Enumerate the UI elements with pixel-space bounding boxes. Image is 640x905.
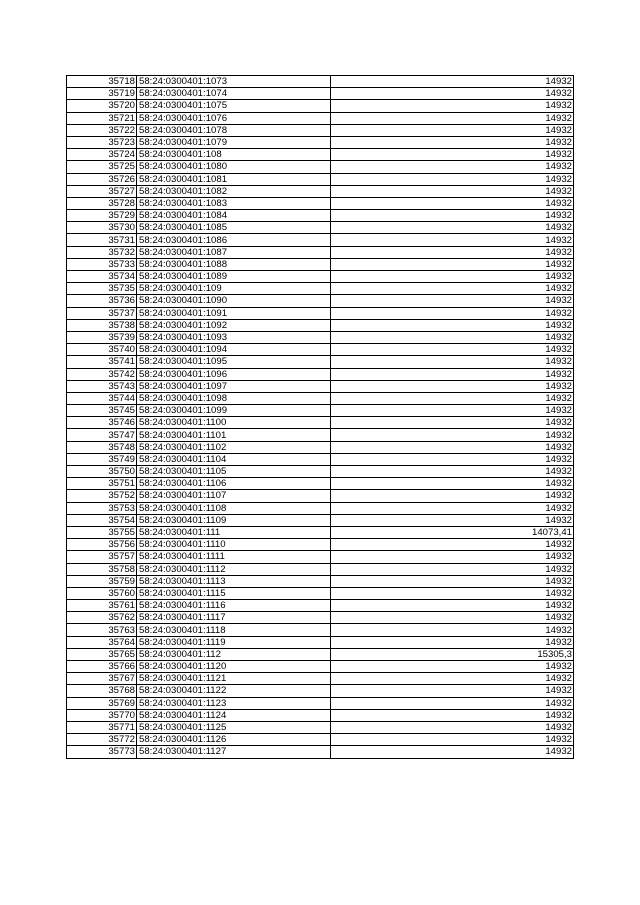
cadastral-number-cell: 58:24:0300401:1108 <box>137 502 331 514</box>
row-number-cell: 35733 <box>67 258 137 270</box>
value-cell: 14932 <box>331 514 574 526</box>
row-number-cell: 35731 <box>67 234 137 246</box>
row-number-cell: 35770 <box>67 709 137 721</box>
value-cell: 14932 <box>331 271 574 283</box>
row-number-cell: 35735 <box>67 283 137 295</box>
value-cell: 14932 <box>331 76 574 88</box>
value-cell: 14932 <box>331 697 574 709</box>
table-row <box>67 600 574 612</box>
value-cell: 14932 <box>331 405 574 417</box>
value-cell: 14932 <box>331 173 574 185</box>
row-number-cell: 35752 <box>67 490 137 502</box>
cadastral-number-cell: 58:24:0300401:1107 <box>137 490 331 502</box>
table-row <box>67 673 574 685</box>
cadastral-number-cell: 58:24:0300401:1084 <box>137 210 331 222</box>
table-row <box>67 490 574 502</box>
table-row <box>67 331 574 343</box>
value-cell: 14932 <box>331 539 574 551</box>
row-number-cell: 35725 <box>67 161 137 173</box>
table-row <box>67 368 574 380</box>
table-row <box>67 734 574 746</box>
row-number-cell: 35737 <box>67 307 137 319</box>
table-row <box>67 356 574 368</box>
row-number-cell: 35762 <box>67 612 137 624</box>
table-row <box>67 721 574 733</box>
value-cell: 14932 <box>331 222 574 234</box>
table-row <box>67 124 574 136</box>
value-cell: 14932 <box>331 417 574 429</box>
cadastral-number-cell: 58:24:0300401:1115 <box>137 587 331 599</box>
table-row <box>67 636 574 648</box>
value-cell: 14932 <box>331 112 574 124</box>
row-number-cell: 35734 <box>67 271 137 283</box>
row-number-cell: 35728 <box>67 197 137 209</box>
value-cell: 14932 <box>331 344 574 356</box>
table-row <box>67 210 574 222</box>
cadastral-number-cell: 58:24:0300401:1120 <box>137 661 331 673</box>
row-number-cell: 35721 <box>67 112 137 124</box>
cadastral-number-cell: 58:24:0300401:1092 <box>137 319 331 331</box>
row-number-cell: 35767 <box>67 673 137 685</box>
table-row <box>67 551 574 563</box>
row-number-cell: 35748 <box>67 441 137 453</box>
row-number-cell: 35769 <box>67 697 137 709</box>
cadastral-number-cell: 58:24:0300401:1123 <box>137 697 331 709</box>
value-cell: 14932 <box>331 295 574 307</box>
cadastral-number-cell: 58:24:0300401:1090 <box>137 295 331 307</box>
value-cell: 14932 <box>331 478 574 490</box>
row-number-cell: 35760 <box>67 587 137 599</box>
cadastral-number-cell: 58:24:0300401:1076 <box>137 112 331 124</box>
cadastral-number-cell: 58:24:0300401:1086 <box>137 234 331 246</box>
table-row <box>67 502 574 514</box>
row-number-cell: 35771 <box>67 721 137 733</box>
cadastral-number-cell: 58:24:0300401:1116 <box>137 600 331 612</box>
cadastral-number-cell: 58:24:0300401:1079 <box>137 136 331 148</box>
table-row <box>67 648 574 660</box>
cadastral-number-cell: 58:24:0300401:1105 <box>137 466 331 478</box>
cadastral-number-cell: 58:24:0300401:1096 <box>137 368 331 380</box>
row-number-cell: 35759 <box>67 575 137 587</box>
row-number-cell: 35722 <box>67 124 137 136</box>
row-number-cell: 35727 <box>67 185 137 197</box>
table-row <box>67 441 574 453</box>
table-row <box>67 185 574 197</box>
value-cell: 14932 <box>331 88 574 100</box>
table-row <box>67 149 574 161</box>
cadastral-number-cell: 58:24:0300401:1127 <box>137 746 331 758</box>
value-cell: 14932 <box>331 331 574 343</box>
table-row <box>67 173 574 185</box>
table-row <box>67 685 574 697</box>
table-row <box>67 392 574 404</box>
cadastral-number-cell: 58:24:0300401:1106 <box>137 478 331 490</box>
table-row <box>67 88 574 100</box>
row-number-cell: 35763 <box>67 624 137 636</box>
cadastral-number-cell: 58:24:0300401:108 <box>137 149 331 161</box>
cadastral-number-cell: 58:24:0300401:1126 <box>137 734 331 746</box>
cadastral-number-cell: 58:24:0300401:1124 <box>137 709 331 721</box>
value-cell: 14932 <box>331 551 574 563</box>
cadastral-number-cell: 58:24:0300401:1111 <box>137 551 331 563</box>
row-number-cell: 35750 <box>67 466 137 478</box>
table-row <box>67 112 574 124</box>
cadastral-number-cell: 58:24:0300401:109 <box>137 283 331 295</box>
row-number-cell: 35757 <box>67 551 137 563</box>
cadastral-number-cell: 58:24:0300401:1118 <box>137 624 331 636</box>
cadastral-number-cell: 58:24:0300401:1091 <box>137 307 331 319</box>
value-cell: 14932 <box>331 673 574 685</box>
value-cell: 14932 <box>331 149 574 161</box>
table-row <box>67 661 574 673</box>
cadastral-number-cell: 58:24:0300401:1117 <box>137 612 331 624</box>
cadastral-number-cell: 58:24:0300401:1125 <box>137 721 331 733</box>
row-number-cell: 35753 <box>67 502 137 514</box>
row-number-cell: 35745 <box>67 405 137 417</box>
table-row <box>67 624 574 636</box>
table-row <box>67 453 574 465</box>
row-number-cell: 35723 <box>67 136 137 148</box>
value-cell: 14932 <box>331 136 574 148</box>
row-number-cell: 35732 <box>67 246 137 258</box>
row-number-cell: 35772 <box>67 734 137 746</box>
value-cell: 14932 <box>331 636 574 648</box>
value-cell: 14932 <box>331 721 574 733</box>
row-number-cell: 35766 <box>67 661 137 673</box>
row-number-cell: 35761 <box>67 600 137 612</box>
table-row <box>67 746 574 758</box>
row-number-cell: 35740 <box>67 344 137 356</box>
cadastral-number-cell: 58:24:0300401:1097 <box>137 380 331 392</box>
value-cell: 14932 <box>331 502 574 514</box>
row-number-cell: 35765 <box>67 648 137 660</box>
table-row <box>67 466 574 478</box>
table-row <box>67 258 574 270</box>
cadastral-table <box>66 75 574 759</box>
table-row <box>67 417 574 429</box>
value-cell: 14932 <box>331 356 574 368</box>
value-cell: 14932 <box>331 429 574 441</box>
cadastral-number-cell: 58:24:0300401:1085 <box>137 222 331 234</box>
row-number-cell: 35729 <box>67 210 137 222</box>
value-cell: 14932 <box>331 575 574 587</box>
table-row <box>67 283 574 295</box>
table-row <box>67 197 574 209</box>
value-cell: 14932 <box>331 319 574 331</box>
value-cell: 14932 <box>331 612 574 624</box>
table-row <box>67 136 574 148</box>
cadastral-number-cell: 58:24:0300401:1102 <box>137 441 331 453</box>
cadastral-number-cell: 58:24:0300401:1119 <box>137 636 331 648</box>
table-row <box>67 587 574 599</box>
row-number-cell: 35718 <box>67 76 137 88</box>
table-row <box>67 234 574 246</box>
value-cell: 14932 <box>331 600 574 612</box>
cadastral-number-cell: 58:24:0300401:1082 <box>137 185 331 197</box>
value-cell: 14932 <box>331 490 574 502</box>
table-row <box>67 344 574 356</box>
table-row <box>67 161 574 173</box>
row-number-cell: 35755 <box>67 526 137 538</box>
value-cell: 14932 <box>331 661 574 673</box>
table-row <box>67 76 574 88</box>
table-row <box>67 478 574 490</box>
value-cell: 14932 <box>331 587 574 599</box>
row-number-cell: 35742 <box>67 368 137 380</box>
cadastral-number-cell: 58:24:0300401:1093 <box>137 331 331 343</box>
table-row <box>67 575 574 587</box>
cadastral-number-cell: 58:24:0300401:1099 <box>137 405 331 417</box>
row-number-cell: 35754 <box>67 514 137 526</box>
row-number-cell: 35749 <box>67 453 137 465</box>
value-cell: 14932 <box>331 380 574 392</box>
value-cell: 14932 <box>331 124 574 136</box>
cadastral-number-cell: 58:24:0300401:1075 <box>137 100 331 112</box>
row-number-cell: 35764 <box>67 636 137 648</box>
row-number-cell: 35743 <box>67 380 137 392</box>
value-cell: 14932 <box>331 185 574 197</box>
table-row <box>67 319 574 331</box>
cadastral-number-cell: 58:24:0300401:1083 <box>137 197 331 209</box>
value-cell: 14932 <box>331 466 574 478</box>
cadastral-number-cell: 58:24:0300401:1073 <box>137 76 331 88</box>
row-number-cell: 35726 <box>67 173 137 185</box>
table-row <box>67 307 574 319</box>
cadastral-number-cell: 58:24:0300401:1113 <box>137 575 331 587</box>
cadastral-number-cell: 58:24:0300401:1094 <box>137 344 331 356</box>
table-row <box>67 100 574 112</box>
cadastral-number-cell: 58:24:0300401:1109 <box>137 514 331 526</box>
cadastral-number-cell: 58:24:0300401:1100 <box>137 417 331 429</box>
value-cell: 15305,3 <box>331 648 574 660</box>
row-number-cell: 35719 <box>67 88 137 100</box>
value-cell: 14932 <box>331 100 574 112</box>
table-row <box>67 271 574 283</box>
table-row <box>67 612 574 624</box>
cadastral-number-cell: 58:24:0300401:1104 <box>137 453 331 465</box>
row-number-cell: 35751 <box>67 478 137 490</box>
cadastral-number-cell: 58:24:0300401:1098 <box>137 392 331 404</box>
value-cell: 14932 <box>331 283 574 295</box>
table-row <box>67 563 574 575</box>
value-cell: 14932 <box>331 453 574 465</box>
table-row <box>67 709 574 721</box>
row-number-cell: 35724 <box>67 149 137 161</box>
row-number-cell: 35741 <box>67 356 137 368</box>
cadastral-number-cell: 58:24:0300401:112 <box>137 648 331 660</box>
row-number-cell: 35736 <box>67 295 137 307</box>
table-row <box>67 429 574 441</box>
cadastral-number-cell: 58:24:0300401:1122 <box>137 685 331 697</box>
value-cell: 14932 <box>331 307 574 319</box>
cadastral-number-cell: 58:24:0300401:1101 <box>137 429 331 441</box>
value-cell: 14932 <box>331 392 574 404</box>
value-cell: 14932 <box>331 197 574 209</box>
table-row <box>67 526 574 538</box>
value-cell: 14932 <box>331 685 574 697</box>
value-cell: 14932 <box>331 368 574 380</box>
value-cell: 14932 <box>331 234 574 246</box>
cadastral-number-cell: 58:24:0300401:1078 <box>137 124 331 136</box>
value-cell: 14932 <box>331 441 574 453</box>
row-number-cell: 35756 <box>67 539 137 551</box>
cadastral-number-cell: 58:24:0300401:1089 <box>137 271 331 283</box>
value-cell: 14932 <box>331 624 574 636</box>
value-cell: 14932 <box>331 734 574 746</box>
row-number-cell: 35773 <box>67 746 137 758</box>
cadastral-number-cell: 58:24:0300401:1121 <box>137 673 331 685</box>
value-cell: 14932 <box>331 258 574 270</box>
value-cell: 14932 <box>331 210 574 222</box>
table-body <box>67 76 574 759</box>
cadastral-number-cell: 58:24:0300401:1080 <box>137 161 331 173</box>
row-number-cell: 35746 <box>67 417 137 429</box>
cadastral-number-cell: 58:24:0300401:1087 <box>137 246 331 258</box>
cadastral-number-cell: 58:24:0300401:1081 <box>137 173 331 185</box>
value-cell: 14932 <box>331 563 574 575</box>
row-number-cell: 35747 <box>67 429 137 441</box>
table-row <box>67 295 574 307</box>
value-cell: 14932 <box>331 746 574 758</box>
row-number-cell: 35758 <box>67 563 137 575</box>
table-row <box>67 246 574 258</box>
cadastral-number-cell: 58:24:0300401:1095 <box>137 356 331 368</box>
row-number-cell: 35738 <box>67 319 137 331</box>
value-cell: 14932 <box>331 161 574 173</box>
row-number-cell: 35730 <box>67 222 137 234</box>
table-row <box>67 380 574 392</box>
table-row <box>67 514 574 526</box>
table-row <box>67 222 574 234</box>
row-number-cell: 35739 <box>67 331 137 343</box>
cadastral-number-cell: 58:24:0300401:1088 <box>137 258 331 270</box>
row-number-cell: 35720 <box>67 100 137 112</box>
value-cell: 14932 <box>331 709 574 721</box>
row-number-cell: 35744 <box>67 392 137 404</box>
value-cell: 14932 <box>331 246 574 258</box>
cadastral-number-cell: 58:24:0300401:1112 <box>137 563 331 575</box>
row-number-cell: 35768 <box>67 685 137 697</box>
value-cell: 14073,41 <box>331 526 574 538</box>
cadastral-number-cell: 58:24:0300401:1110 <box>137 539 331 551</box>
table-row <box>67 539 574 551</box>
cadastral-number-cell: 58:24:0300401:1074 <box>137 88 331 100</box>
cadastral-number-cell: 58:24:0300401:111 <box>137 526 331 538</box>
table-row <box>67 697 574 709</box>
table-row <box>67 405 574 417</box>
